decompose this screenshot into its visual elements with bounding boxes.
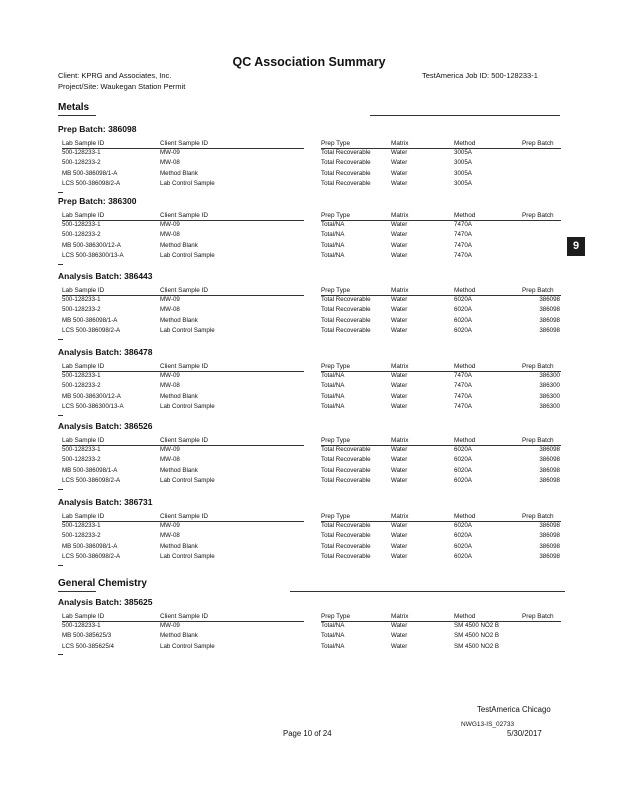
table-cell: Total/NA xyxy=(321,632,345,640)
table-cell: 7470A xyxy=(454,392,472,400)
table-cell: 500-128233-1 xyxy=(62,446,101,453)
table-cell: MB 500-386098/1-A xyxy=(62,316,118,324)
table-cell: 3005A xyxy=(454,159,472,167)
column-header-client-id: Client Sample ID xyxy=(160,287,208,294)
table-cell: Water xyxy=(391,642,408,650)
table-cell: 500-128233-1 xyxy=(62,296,101,303)
table-cell: Total Recoverable xyxy=(321,553,371,561)
table-cell: Water xyxy=(391,542,408,550)
table-cell: Lab Control Sample xyxy=(160,642,215,650)
table-cell: 6020A xyxy=(454,456,472,464)
column-header-prep-type: Prep Type xyxy=(321,437,351,444)
table-cell: 6020A xyxy=(454,542,472,550)
table-cell: 386300 xyxy=(539,372,560,379)
table-cell: MW-09 xyxy=(160,446,180,453)
table-cell: MW-09 xyxy=(160,622,180,629)
table-cell: Method Blank xyxy=(160,542,198,550)
table-cell: MW-08 xyxy=(160,159,180,167)
table-cell: 386098 xyxy=(539,306,560,314)
table-cell: Water xyxy=(391,296,408,303)
table-cell: SM 4500 NO2 B xyxy=(454,632,500,640)
table-cell: MW-09 xyxy=(160,149,180,156)
table-cell: 3005A xyxy=(454,149,472,156)
row-end-mark xyxy=(58,654,63,655)
footer-date: 5/30/2017 xyxy=(507,729,542,738)
table-cell: 500-128233-2 xyxy=(62,382,101,390)
header-rule xyxy=(321,621,561,622)
table-cell: Water xyxy=(391,169,408,177)
column-header-lab-id: Lab Sample ID xyxy=(62,513,105,520)
column-header-lab-id: Lab Sample ID xyxy=(62,363,105,370)
table-cell: Lab Control Sample xyxy=(160,553,215,561)
header-rule xyxy=(321,220,561,221)
table-cell: Water xyxy=(391,382,408,390)
table-cell: 6020A xyxy=(454,522,472,529)
table-cell: Total Recoverable xyxy=(321,522,371,529)
table-cell: MB 500-386300/12-A xyxy=(62,392,121,400)
table-cell: Total Recoverable xyxy=(321,296,371,303)
table-cell: LCS 500-385625/4 xyxy=(62,642,114,650)
table-cell: Lab Control Sample xyxy=(160,477,215,485)
job-id: TestAmerica Job ID: 500-128233-1 xyxy=(422,71,538,80)
column-header-prep-batch: Prep Batch xyxy=(522,363,554,370)
table-cell: 6020A xyxy=(454,296,472,303)
table-cell: Method Blank xyxy=(160,392,198,400)
column-header-prep-type: Prep Type xyxy=(321,613,351,620)
row-end-mark xyxy=(58,264,63,265)
table-cell: Total/NA xyxy=(321,642,345,650)
table-cell: 386300 xyxy=(539,403,560,411)
table-cell: Method Blank xyxy=(160,241,198,249)
table-cell: 386098 xyxy=(539,477,560,485)
table-cell: MW-08 xyxy=(160,306,180,314)
table-cell: LCS 500-386300/13-A xyxy=(62,403,124,411)
table-cell: Total/NA xyxy=(321,231,345,239)
section-rule xyxy=(58,591,96,592)
table-cell: LCS 500-386098/2-A xyxy=(62,553,121,561)
table-cell: Total Recoverable xyxy=(321,169,371,177)
table-cell: 386098 xyxy=(539,296,560,303)
table-cell: SM 4500 NO2 B xyxy=(454,622,500,629)
table-cell: 386098 xyxy=(539,532,560,540)
table-cell: Water xyxy=(391,180,408,188)
table-cell: Lab Control Sample xyxy=(160,180,215,188)
table-cell: Water xyxy=(391,553,408,561)
batch-title: Analysis Batch: 386526 xyxy=(58,421,153,431)
footer-page-number: Page 10 of 24 xyxy=(283,729,332,738)
section-title: General Chemistry xyxy=(58,578,147,589)
table-cell: Water xyxy=(391,632,408,640)
table-cell: 6020A xyxy=(454,553,472,561)
table-cell: 386098 xyxy=(539,466,560,474)
column-header-prep-batch: Prep Batch xyxy=(522,513,554,520)
footer-code: NWG13-IS_02733 xyxy=(461,721,515,728)
table-cell: Water xyxy=(391,477,408,485)
table-cell: Water xyxy=(391,456,408,464)
table-cell: Lab Control Sample xyxy=(160,327,215,335)
column-header-prep-batch: Prep Batch xyxy=(522,212,554,219)
table-cell: Lab Control Sample xyxy=(160,403,215,411)
table-cell: 386300 xyxy=(539,382,560,390)
table-cell: 7470A xyxy=(454,372,472,379)
batch-title: Analysis Batch: 385625 xyxy=(58,597,153,607)
table-cell: Total Recoverable xyxy=(321,466,371,474)
column-header-lab-id: Lab Sample ID xyxy=(62,437,105,444)
column-header-method: Method xyxy=(454,437,476,444)
footer-company: TestAmerica Chicago xyxy=(477,705,551,714)
table-cell: Total Recoverable xyxy=(321,159,371,167)
column-header-prep-batch: Prep Batch xyxy=(522,437,554,444)
table-cell: 386098 xyxy=(539,327,560,335)
table-cell: 7470A xyxy=(454,231,472,239)
column-header-method: Method xyxy=(454,613,476,620)
column-header-client-id: Client Sample ID xyxy=(160,363,208,370)
batch-title: Analysis Batch: 386443 xyxy=(58,271,153,281)
column-header-prep-type: Prep Type xyxy=(321,212,351,219)
table-cell: 7470A xyxy=(454,252,472,260)
project-site: Project/Site: Waukegan Station Permit xyxy=(58,82,186,91)
header-rule xyxy=(321,371,561,372)
table-cell: Water xyxy=(391,159,408,167)
batch-title: Analysis Batch: 386731 xyxy=(58,497,153,507)
table-cell: 7470A xyxy=(454,241,472,249)
table-cell: Water xyxy=(391,522,408,529)
row-end-mark xyxy=(58,565,63,566)
table-cell: MW-09 xyxy=(160,221,180,228)
table-cell: Method Blank xyxy=(160,316,198,324)
batch-title: Prep Batch: 386098 xyxy=(58,124,137,134)
table-cell: Total Recoverable xyxy=(321,327,371,335)
column-header-prep-type: Prep Type xyxy=(321,140,351,147)
table-cell: Water xyxy=(391,392,408,400)
section-rule xyxy=(370,115,560,116)
table-cell: Total Recoverable xyxy=(321,542,371,550)
table-cell: Total/NA xyxy=(321,241,345,249)
table-cell: 500-128233-2 xyxy=(62,532,101,540)
table-cell: Method Blank xyxy=(160,466,198,474)
column-header-client-id: Client Sample ID xyxy=(160,212,208,219)
table-cell: MW-09 xyxy=(160,522,180,529)
section-rule xyxy=(290,591,565,592)
table-cell: Total Recoverable xyxy=(321,477,371,485)
table-cell: Total Recoverable xyxy=(321,532,371,540)
table-cell: 386098 xyxy=(539,553,560,561)
row-end-mark xyxy=(58,192,63,193)
table-cell: Total/NA xyxy=(321,392,345,400)
table-cell: Total/NA xyxy=(321,403,345,411)
section-title: Metals xyxy=(58,102,90,113)
column-header-matrix: Matrix xyxy=(391,437,409,444)
table-cell: Water xyxy=(391,403,408,411)
column-header-prep-type: Prep Type xyxy=(321,363,351,370)
table-cell: 6020A xyxy=(454,446,472,453)
table-cell: 3005A xyxy=(454,180,472,188)
column-header-lab-id: Lab Sample ID xyxy=(62,140,105,147)
table-cell: Water xyxy=(391,466,408,474)
client-name: Client: KPRG and Associates, Inc. xyxy=(58,71,172,80)
table-cell: Water xyxy=(391,327,408,335)
table-cell: Method Blank xyxy=(160,169,198,177)
table-cell: Total/NA xyxy=(321,622,345,629)
table-cell: 7470A xyxy=(454,382,472,390)
column-header-matrix: Matrix xyxy=(391,212,409,219)
table-cell: 500-128233-2 xyxy=(62,231,101,239)
column-header-matrix: Matrix xyxy=(391,613,409,620)
batch-title: Analysis Batch: 386478 xyxy=(58,347,153,357)
table-cell: MW-09 xyxy=(160,296,180,303)
table-cell: MW-08 xyxy=(160,456,180,464)
column-header-prep-batch: Prep Batch xyxy=(522,140,554,147)
table-cell: 6020A xyxy=(454,327,472,335)
table-cell: 386300 xyxy=(539,392,560,400)
column-header-lab-id: Lab Sample ID xyxy=(62,613,105,620)
column-header-prep-type: Prep Type xyxy=(321,287,351,294)
table-cell: 500-128233-1 xyxy=(62,522,101,529)
column-header-client-id: Client Sample ID xyxy=(160,140,208,147)
table-cell: 386098 xyxy=(539,316,560,324)
table-cell: 386098 xyxy=(539,542,560,550)
column-header-prep-batch: Prep Batch xyxy=(522,287,554,294)
row-end-mark xyxy=(58,415,63,416)
column-header-method: Method xyxy=(454,140,476,147)
table-cell: 6020A xyxy=(454,532,472,540)
column-header-method: Method xyxy=(454,287,476,294)
table-cell: Water xyxy=(391,149,408,156)
table-cell: Total Recoverable xyxy=(321,316,371,324)
table-cell: 6020A xyxy=(454,466,472,474)
table-cell: Total Recoverable xyxy=(321,306,371,314)
table-cell: Total Recoverable xyxy=(321,446,371,453)
table-cell: MB 500-386098/1-A xyxy=(62,466,118,474)
table-cell: Water xyxy=(391,622,408,629)
table-cell: MW-09 xyxy=(160,372,180,379)
table-cell: Water xyxy=(391,241,408,249)
column-header-client-id: Client Sample ID xyxy=(160,613,208,620)
row-end-mark xyxy=(58,339,63,340)
column-header-prep-type: Prep Type xyxy=(321,513,351,520)
table-cell: 6020A xyxy=(454,316,472,324)
table-cell: Total Recoverable xyxy=(321,149,371,156)
column-header-matrix: Matrix xyxy=(391,287,409,294)
table-cell: 500-128233-1 xyxy=(62,149,101,156)
batch-title: Prep Batch: 386300 xyxy=(58,196,137,206)
column-header-method: Method xyxy=(454,513,476,520)
table-cell: Water xyxy=(391,372,408,379)
table-cell: Water xyxy=(391,221,408,228)
table-cell: LCS 500-386098/2-A xyxy=(62,327,121,335)
table-cell: 500-128233-1 xyxy=(62,372,101,379)
table-cell: MW-08 xyxy=(160,231,180,239)
column-header-client-id: Client Sample ID xyxy=(160,513,208,520)
column-header-prep-batch: Prep Batch xyxy=(522,613,554,620)
column-header-method: Method xyxy=(454,363,476,370)
column-header-method: Method xyxy=(454,212,476,219)
table-cell: LCS 500-386098/2-A xyxy=(62,477,121,485)
column-header-lab-id: Lab Sample ID xyxy=(62,287,105,294)
table-cell: 6020A xyxy=(454,477,472,485)
table-cell: 386098 xyxy=(539,456,560,464)
table-cell: 500-128233-1 xyxy=(62,221,101,228)
table-cell: Water xyxy=(391,446,408,453)
table-cell: Method Blank xyxy=(160,632,198,640)
table-cell: MB 500-386098/1-A xyxy=(62,542,118,550)
table-cell: MW-08 xyxy=(160,532,180,540)
column-header-client-id: Client Sample ID xyxy=(160,437,208,444)
column-header-matrix: Matrix xyxy=(391,363,409,370)
table-cell: Total/NA xyxy=(321,252,345,260)
table-cell: 386098 xyxy=(539,446,560,453)
table-cell: Lab Control Sample xyxy=(160,252,215,260)
table-cell: SM 4500 NO2 B xyxy=(454,642,500,650)
table-cell: 386098 xyxy=(539,522,560,529)
column-header-matrix: Matrix xyxy=(391,140,409,147)
table-cell: 7470A xyxy=(454,403,472,411)
table-cell: 500-128233-1 xyxy=(62,622,101,629)
section-tab-badge: 9 xyxy=(567,237,585,256)
table-cell: 3005A xyxy=(454,169,472,177)
table-cell: LCS 500-386300/13-A xyxy=(62,252,124,260)
table-cell: Water xyxy=(391,316,408,324)
table-cell: 7470A xyxy=(454,221,472,228)
table-cell: Water xyxy=(391,532,408,540)
table-cell: MB 500-386098/1-A xyxy=(62,169,118,177)
table-cell: 500-128233-2 xyxy=(62,456,101,464)
table-cell: Total Recoverable xyxy=(321,456,371,464)
table-cell: Total Recoverable xyxy=(321,180,371,188)
column-header-lab-id: Lab Sample ID xyxy=(62,212,105,219)
row-end-mark xyxy=(58,489,63,490)
table-cell: 500-128233-2 xyxy=(62,306,101,314)
table-cell: Water xyxy=(391,231,408,239)
table-cell: Total/NA xyxy=(321,372,345,379)
table-cell: 6020A xyxy=(454,306,472,314)
table-cell: 500-128233-2 xyxy=(62,159,101,167)
table-cell: Water xyxy=(391,252,408,260)
table-cell: Water xyxy=(391,306,408,314)
column-header-matrix: Matrix xyxy=(391,513,409,520)
table-cell: MW-08 xyxy=(160,382,180,390)
table-cell: Total/NA xyxy=(321,382,345,390)
section-rule xyxy=(58,115,96,116)
table-cell: MB 500-386300/12-A xyxy=(62,241,121,249)
table-cell: LCS 500-386098/2-A xyxy=(62,180,121,188)
table-cell: Total/NA xyxy=(321,221,345,228)
table-cell: MB 500-385625/3 xyxy=(62,632,112,640)
page-title: QC Association Summary xyxy=(232,55,386,69)
